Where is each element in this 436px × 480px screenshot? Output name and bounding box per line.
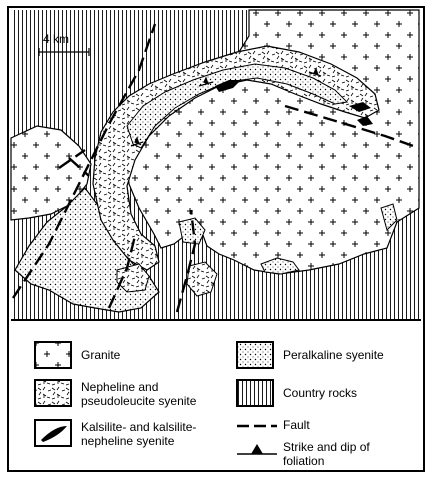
legend-label-granite: Granite (81, 348, 121, 362)
legend-label-country: Country rocks (283, 386, 358, 400)
figure-frame (7, 6, 425, 472)
legend-label-foliation: Strike and dip of foliation (283, 440, 370, 468)
legend-foliation-symbol (237, 444, 277, 454)
geologic-map (9, 8, 423, 470)
map-area (11, 10, 421, 320)
legend-swatch-granite (35, 342, 71, 368)
legend-label-fault: Fault (283, 418, 310, 432)
legend-label-nepheline: Nepheline and pseudoleucite syenite (81, 380, 197, 408)
scale-bar-label: 4 km (43, 32, 70, 46)
legend-label-kalsilite: Kalsilite- and kalsilite- nepheline syenite (81, 420, 197, 448)
legend-swatch-country (237, 380, 273, 406)
legend-swatch-peralkaline (237, 342, 273, 368)
legend-swatch-nepheline (35, 380, 71, 406)
legend-label-peralkaline: Peralkaline syenite (283, 348, 384, 362)
